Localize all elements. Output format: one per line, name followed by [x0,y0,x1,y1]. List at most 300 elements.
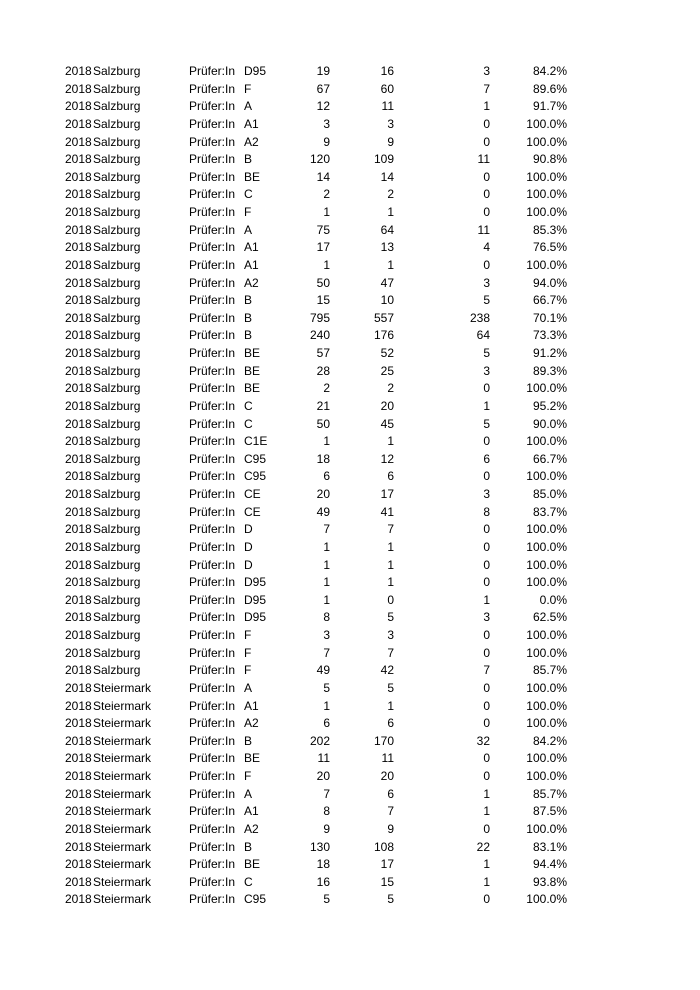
pass-rate-cell: 85.7% [532,786,567,801]
total-count-cell: 795 [309,310,330,325]
license-class-cell: BE [244,346,261,360]
state-cell: Salzburg [93,240,141,255]
pass-rate-cell: 100.0% [526,821,567,836]
total-count-cell: 49 [316,504,330,519]
year-cell: 2018 [65,522,92,537]
table-row [0,81,700,99]
table-row [0,257,700,275]
passed-count-cell: 9 [387,134,394,149]
passed-count-cell: 5 [387,610,394,625]
role-cell: Prüfer:In [189,874,236,889]
total-count-cell: 67 [316,81,330,96]
role-cell: Prüfer:In [189,751,236,766]
pass-rate-cell: 100.0% [526,628,567,642]
failed-count-cell: 0 [483,751,490,766]
state-cell: Salzburg [93,416,141,431]
table-row [0,592,700,610]
passed-count-cell: 6 [387,469,394,484]
license-class-cell: D95 [244,64,267,78]
license-class-cell: F [244,628,252,642]
license-class-cell: A1 [244,240,259,255]
passed-count-cell: 17 [380,487,394,501]
state-cell: Salzburg [93,469,141,484]
passed-count-cell: 1 [387,434,394,449]
pass-rate-cell: 100.0% [526,575,567,590]
table-row [0,750,700,768]
passed-count-cell: 7 [387,645,394,660]
license-class-cell: A2 [244,275,259,290]
role-cell: Prüfer:In [189,187,236,202]
license-class-cell: F [244,663,252,678]
year-cell: 2018 [65,716,92,731]
role-cell: Prüfer:In [189,575,236,590]
table-row [0,680,700,698]
passed-count-cell: 108 [373,839,394,854]
pass-rate-cell: 100.0% [526,116,567,131]
total-count-cell: 16 [316,874,330,889]
total-count-cell: 12 [316,99,330,114]
failed-count-cell: 5 [483,416,490,431]
role-cell: Prüfer:In [189,240,236,255]
data-table [0,63,700,909]
total-count-cell: 18 [316,451,330,466]
year-cell: 2018 [65,293,92,308]
failed-count-cell: 11 [477,152,490,167]
failed-count-cell: 3 [483,275,490,290]
state-cell: Steiermark [93,733,152,748]
year-cell: 2018 [65,99,92,114]
table-row [0,363,700,381]
license-class-cell: C95 [244,892,267,907]
table-row [0,98,700,116]
total-count-cell: 1 [323,257,330,272]
state-cell: Salzburg [93,592,141,607]
year-cell: 2018 [65,451,92,466]
role-cell: Prüfer:In [189,169,236,184]
year-cell: 2018 [65,363,92,378]
table-row [0,733,700,751]
failed-count-cell: 0 [483,698,490,713]
total-count-cell: 202 [309,733,330,748]
total-count-cell: 3 [323,116,330,131]
pass-rate-cell: 66.7% [532,293,567,308]
state-cell: Steiermark [93,821,152,836]
license-class-cell: D [244,522,253,537]
table-row [0,327,700,345]
failed-count-cell: 0 [483,628,490,642]
state-cell: Salzburg [93,381,141,396]
year-cell: 2018 [65,539,92,554]
role-cell: Prüfer:In [189,116,236,131]
license-class-cell: B [244,310,253,325]
passed-count-cell: 1 [387,539,394,554]
license-class-cell: F [244,205,252,219]
passed-count-cell: 5 [387,680,394,695]
passed-count-cell: 13 [380,240,394,255]
year-cell: 2018 [65,786,92,801]
passed-count-cell: 64 [380,222,394,237]
state-cell: Salzburg [93,434,141,449]
pass-rate-cell: 94.0% [532,275,567,290]
state-cell: Salzburg [93,398,141,413]
year-cell: 2018 [65,645,92,660]
state-cell: Salzburg [93,328,141,343]
failed-count-cell: 0 [483,892,490,907]
failed-count-cell: 1 [483,398,490,413]
state-cell: Salzburg [93,522,141,537]
pass-rate-cell: 100.0% [526,557,567,572]
role-cell: Prüfer:In [189,680,236,695]
total-count-cell: 15 [316,293,330,308]
role-cell: Prüfer:In [189,769,236,783]
passed-count-cell: 170 [373,733,394,748]
year-cell: 2018 [65,733,92,748]
year-cell: 2018 [65,257,92,272]
pass-rate-cell: 100.0% [526,469,567,484]
failed-count-cell: 3 [483,487,490,501]
total-count-cell: 6 [323,469,330,484]
failed-count-cell: 5 [483,293,490,308]
total-count-cell: 2 [323,381,330,396]
license-class-cell: B [244,328,253,343]
passed-count-cell: 7 [387,522,394,537]
total-count-cell: 3 [323,628,330,642]
passed-count-cell: 45 [380,416,394,431]
passed-count-cell: 14 [380,169,394,184]
table-row [0,134,700,152]
failed-count-cell: 3 [483,363,490,378]
state-cell: Salzburg [93,363,141,378]
passed-count-cell: 10 [380,293,394,308]
total-count-cell: 8 [323,610,330,625]
pass-rate-cell: 100.0% [526,539,567,554]
state-cell: Steiermark [93,680,152,695]
license-class-cell: A1 [244,116,259,131]
role-cell: Prüfer:In [189,487,236,501]
pass-rate-cell: 100.0% [526,381,567,396]
pass-rate-cell: 84.2% [532,733,567,748]
year-cell: 2018 [65,628,92,642]
passed-count-cell: 11 [381,751,394,766]
license-class-cell: A1 [244,698,259,713]
role-cell: Prüfer:In [189,275,236,290]
year-cell: 2018 [65,116,92,131]
year-cell: 2018 [65,240,92,255]
role-cell: Prüfer:In [189,733,236,748]
table-row [0,839,700,857]
year-cell: 2018 [65,328,92,343]
pass-rate-cell: 100.0% [526,257,567,272]
failed-count-cell: 0 [483,522,490,537]
total-count-cell: 9 [323,134,330,149]
state-cell: Salzburg [93,645,141,660]
year-cell: 2018 [65,575,92,590]
pass-rate-cell: 100.0% [526,187,567,202]
total-count-cell: 120 [309,152,330,167]
table-row [0,486,700,504]
year-cell: 2018 [65,610,92,625]
failed-count-cell: 0 [483,381,490,396]
failed-count-cell: 1 [483,874,490,889]
state-cell: Salzburg [93,310,141,325]
passed-count-cell: 47 [380,275,394,290]
license-class-cell: C [244,416,253,431]
state-cell: Steiermark [93,804,152,819]
year-cell: 2018 [65,187,92,202]
role-cell: Prüfer:In [189,205,236,219]
pass-rate-cell: 100.0% [526,716,567,731]
pass-rate-cell: 0.0% [539,592,567,607]
total-count-cell: 240 [309,328,330,343]
year-cell: 2018 [65,346,92,360]
total-count-cell: 1 [323,434,330,449]
role-cell: Prüfer:In [189,857,236,872]
failed-count-cell: 1 [483,857,490,872]
failed-count-cell: 0 [483,116,490,131]
state-cell: Salzburg [93,187,141,202]
table-row [0,803,700,821]
total-count-cell: 1 [323,698,330,713]
table-row [0,468,700,486]
failed-count-cell: 0 [483,575,490,590]
state-cell: Steiermark [93,769,152,783]
passed-count-cell: 17 [380,857,394,872]
passed-count-cell: 16 [380,64,394,78]
pass-rate-cell: 93.8% [532,874,567,889]
table-row [0,292,700,310]
passed-count-cell: 11 [381,99,394,114]
failed-count-cell: 0 [483,205,490,219]
failed-count-cell: 1 [483,804,490,819]
table-row [0,698,700,716]
table-row [0,609,700,627]
role-cell: Prüfer:In [189,416,236,431]
passed-count-cell: 1 [387,557,394,572]
license-class-cell: C1E [244,434,268,449]
state-cell: Salzburg [93,451,141,466]
table-row [0,116,700,134]
failed-count-cell: 5 [483,346,490,360]
total-count-cell: 17 [316,240,330,255]
license-class-cell: A [244,680,253,695]
license-class-cell: F [244,769,252,783]
license-class-cell: C95 [244,469,267,484]
failed-count-cell: 0 [483,134,490,149]
failed-count-cell: 0 [483,769,490,783]
state-cell: Salzburg [93,539,141,554]
passed-count-cell: 1 [387,575,394,590]
pass-rate-cell: 95.2% [532,398,567,413]
pass-rate-cell: 66.7% [532,451,567,466]
table-row [0,574,700,592]
state-cell: Salzburg [93,275,141,290]
pass-rate-cell: 100.0% [526,751,567,766]
failed-count-cell: 0 [483,257,490,272]
failed-count-cell: 64 [476,328,490,343]
state-cell: Salzburg [93,169,141,184]
license-class-cell: B [244,152,253,167]
year-cell: 2018 [65,152,92,167]
state-cell: Steiermark [93,857,152,872]
license-class-cell: C [244,398,253,413]
year-cell: 2018 [65,205,92,219]
pass-rate-cell: 100.0% [526,892,567,907]
passed-count-cell: 0 [387,592,394,607]
total-count-cell: 7 [323,786,330,801]
license-class-cell: BE [244,857,261,872]
pass-rate-cell: 100.0% [526,205,567,219]
total-count-cell: 1 [323,592,330,607]
table-row [0,151,700,169]
role-cell: Prüfer:In [189,557,236,572]
state-cell: Steiermark [93,751,152,766]
license-class-cell: A [244,99,253,114]
passed-count-cell: 176 [373,328,394,343]
passed-count-cell: 1 [387,205,394,219]
failed-count-cell: 1 [483,786,490,801]
pass-rate-cell: 100.0% [526,522,567,537]
table-row [0,521,700,539]
license-class-cell: CE [244,487,261,501]
table-row [0,786,700,804]
state-cell: Salzburg [93,610,141,625]
pass-rate-cell: 83.1% [532,839,567,854]
pass-rate-cell: 91.2% [532,346,567,360]
year-cell: 2018 [65,751,92,766]
role-cell: Prüfer:In [189,504,236,519]
state-cell: Salzburg [93,134,141,149]
total-count-cell: 9 [323,821,330,836]
pass-rate-cell: 100.0% [526,769,567,783]
license-class-cell: A2 [244,821,259,836]
role-cell: Prüfer:In [189,628,236,642]
license-class-cell: CE [244,504,261,519]
table-row [0,856,700,874]
state-cell: Steiermark [93,716,152,731]
failed-count-cell: 7 [483,663,490,678]
total-count-cell: 20 [316,487,330,501]
year-cell: 2018 [65,81,92,96]
failed-count-cell: 0 [483,645,490,660]
license-class-cell: C [244,874,253,889]
table-row [0,891,700,909]
state-cell: Steiermark [93,892,152,907]
failed-count-cell: 0 [483,434,490,449]
failed-count-cell: 22 [476,839,490,854]
role-cell: Prüfer:In [189,434,236,449]
total-count-cell: 1 [323,575,330,590]
table-row [0,821,700,839]
failed-count-cell: 3 [483,610,490,625]
pass-rate-cell: 89.6% [532,81,567,96]
pass-rate-cell: 100.0% [526,169,567,184]
year-cell: 2018 [65,134,92,149]
failed-count-cell: 32 [476,733,490,748]
role-cell: Prüfer:In [189,222,236,237]
state-cell: Steiermark [93,874,152,889]
role-cell: Prüfer:In [189,398,236,413]
table-row [0,557,700,575]
table-row [0,398,700,416]
table-row [0,768,700,786]
pass-rate-cell: 91.7% [532,99,567,114]
pass-rate-cell: 100.0% [526,645,567,660]
failed-count-cell: 8 [483,504,490,519]
state-cell: Salzburg [93,575,141,590]
year-cell: 2018 [65,169,92,184]
passed-count-cell: 1 [387,257,394,272]
license-class-cell: F [244,645,252,660]
table-row [0,169,700,187]
table-row [0,504,700,522]
table-row [0,662,700,680]
failed-count-cell: 1 [483,99,490,114]
role-cell: Prüfer:In [189,64,236,78]
state-cell: Steiermark [93,839,152,854]
passed-count-cell: 6 [387,786,394,801]
passed-count-cell: 42 [380,663,394,678]
table-row [0,310,700,328]
table-row [0,451,700,469]
total-count-cell: 28 [316,363,330,378]
state-cell: Salzburg [93,346,141,360]
state-cell: Salzburg [93,81,141,96]
pass-rate-cell: 62.5% [532,610,567,625]
passed-count-cell: 109 [373,152,394,167]
table-row [0,539,700,557]
failed-count-cell: 0 [483,557,490,572]
table-row [0,222,700,240]
table-row [0,627,700,645]
failed-count-cell: 6 [483,451,490,466]
total-count-cell: 50 [316,416,330,431]
passed-count-cell: 52 [380,346,394,360]
pass-rate-cell: 100.0% [526,134,567,149]
role-cell: Prüfer:In [189,381,236,396]
role-cell: Prüfer:In [189,839,236,854]
state-cell: Salzburg [93,116,141,131]
total-count-cell: 14 [316,169,330,184]
total-count-cell: 20 [316,769,330,783]
license-class-cell: D95 [244,592,267,607]
passed-count-cell: 3 [387,628,394,642]
state-cell: Salzburg [93,222,141,237]
license-class-cell: C [244,187,253,202]
year-cell: 2018 [65,857,92,872]
year-cell: 2018 [65,275,92,290]
role-cell: Prüfer:In [189,81,236,96]
role-cell: Prüfer:In [189,363,236,378]
total-count-cell: 50 [316,275,330,290]
pass-rate-cell: 84.2% [532,64,567,78]
pass-rate-cell: 90.0% [532,416,567,431]
failed-count-cell: 0 [483,539,490,554]
failed-count-cell: 4 [483,240,490,255]
year-cell: 2018 [65,821,92,836]
year-cell: 2018 [65,698,92,713]
total-count-cell: 21 [316,398,330,413]
role-cell: Prüfer:In [189,293,236,308]
state-cell: Salzburg [93,557,141,572]
role-cell: Prüfer:In [189,469,236,484]
state-cell: Salzburg [93,293,141,308]
role-cell: Prüfer:In [189,152,236,167]
total-count-cell: 130 [309,839,330,854]
pass-rate-cell: 94.4% [532,857,567,872]
total-count-cell: 11 [317,751,330,766]
license-class-cell: D95 [244,610,267,625]
license-class-cell: B [244,293,253,308]
